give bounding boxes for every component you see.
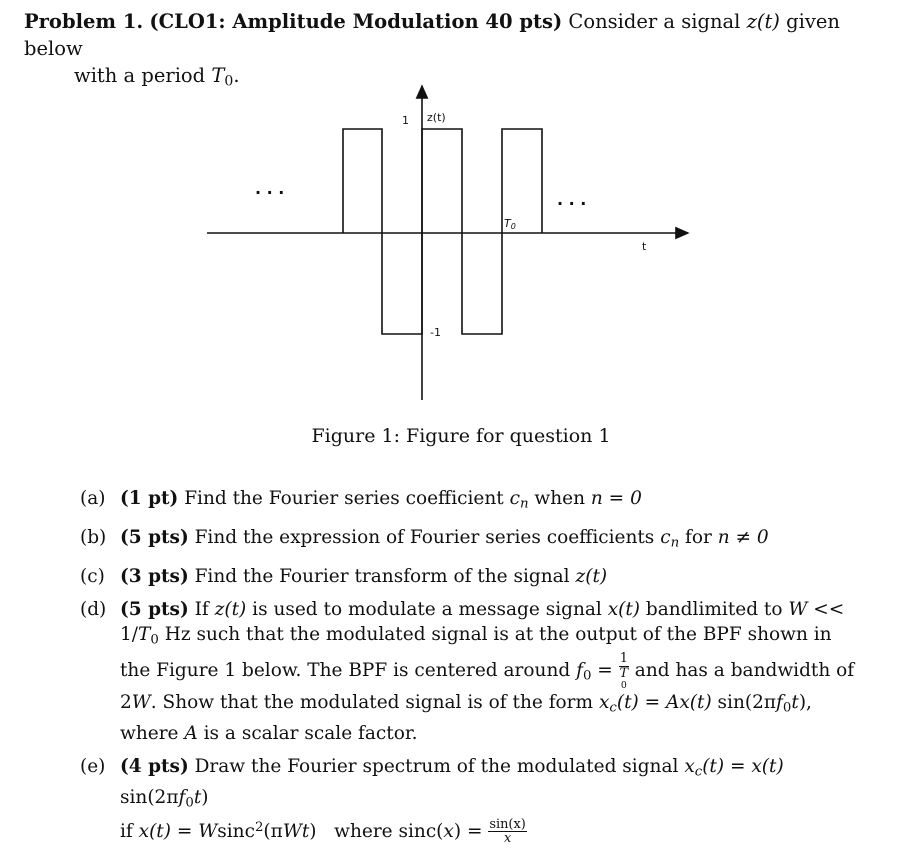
math-c: c (660, 526, 671, 548)
part-label: (d) (80, 599, 107, 621)
math-c: c (509, 488, 520, 509)
part-e (80, 754, 862, 846)
period-label-sub: 0 (510, 222, 516, 231)
math-sub: n (670, 535, 680, 551)
part-label: (b) (80, 526, 107, 548)
header-text-2: given below (24, 10, 840, 60)
problem-topic: (CLO1: Amplitude Modulation 40 pts) (149, 10, 563, 33)
part-text: Find the expression of Fourier series coefficients (188, 526, 661, 548)
period-subscript: 0 (224, 73, 234, 90)
square-wave (343, 129, 542, 334)
txt: bandlimited to (640, 599, 789, 621)
txt: ) = (453, 820, 489, 842)
part-points: (3 pts) (120, 565, 189, 587)
math: f (178, 786, 186, 808)
math: f (776, 692, 783, 714)
math-sup: 2 (254, 819, 264, 835)
math-signal: z(t) (575, 565, 608, 587)
math-sub: 0 (150, 632, 159, 648)
math-sub: 0 (582, 668, 592, 684)
part-label: (a) (80, 488, 106, 509)
tick-low-label: -1 (430, 326, 441, 339)
txt: sinc (217, 820, 255, 842)
math: W (198, 820, 218, 842)
fraction-denominator (619, 667, 629, 690)
signal-figure (0, 0, 922, 420)
part-label: (c) (80, 565, 105, 587)
part-text-2: for (679, 526, 718, 548)
math-sub: 0 (782, 700, 792, 716)
part-text-2: when (528, 488, 591, 509)
part-c (80, 564, 862, 589)
txt: and has a bandwidth of 2 (120, 660, 855, 714)
part-points: (1 pt) (120, 488, 179, 509)
math: x (443, 820, 454, 842)
math: x (684, 756, 695, 778)
math: t (193, 786, 202, 808)
header-text-3: with a period (74, 64, 212, 87)
part-a (80, 486, 862, 516)
y-axis-label: z(t) (427, 111, 446, 124)
part-points: (5 pts) (120, 526, 189, 548)
txt: is a scalar scale factor. (197, 722, 418, 744)
math: x(t) (138, 820, 171, 842)
math: A (184, 722, 198, 744)
txt: ), where (120, 692, 812, 744)
txt: Draw the Fourier spectrum of the modulated signal (188, 756, 685, 778)
math-condition: n = 0 (590, 488, 642, 509)
part-text: Find the Fourier transform of the signal (188, 565, 576, 587)
math: t (791, 692, 799, 714)
header-text: Consider a signal (562, 10, 747, 33)
part-b (80, 525, 862, 555)
math-sub: 0 (620, 679, 627, 691)
math: T (138, 624, 151, 646)
part-text: Find the Fourier series coefficient (178, 488, 510, 509)
math: x (598, 692, 610, 714)
t-axis-label: t (642, 240, 647, 253)
math: W (788, 599, 808, 621)
math: x(t) (751, 756, 784, 778)
txt: . Show that the modulated signal is of the form (150, 692, 599, 714)
signal-symbol: z(t) (746, 10, 780, 33)
txt: If (188, 599, 215, 621)
math: z(t) (214, 599, 247, 621)
math-sub: 0 (185, 794, 194, 810)
tick-high-label: 1 (402, 114, 409, 127)
math: x(t) (607, 599, 641, 621)
math: T (619, 666, 629, 682)
period-symbol: T (211, 64, 225, 87)
problem-label: Problem 1. (24, 10, 144, 33)
dots-right: . . . (557, 190, 587, 209)
math-sub: c (609, 700, 617, 716)
math: f (576, 660, 583, 682)
header-period: . (233, 64, 240, 87)
txt: = (638, 692, 666, 714)
fraction-numerator: 1 (619, 651, 628, 667)
fraction-numerator: sin(x) (489, 816, 526, 832)
math-sub: c (694, 764, 703, 780)
part-d (80, 597, 862, 746)
txt: ) where sinc( (309, 820, 444, 842)
math: Wt (282, 820, 310, 842)
math: W (131, 692, 151, 714)
txt: = (591, 660, 619, 682)
part-points: (4 pts) (120, 756, 189, 778)
figure-caption: Figure 1: Figure for question 1 (311, 425, 611, 447)
txt: sin(2π (120, 786, 179, 808)
txt: ) (201, 786, 209, 808)
math: (t) (616, 692, 639, 714)
question-parts (80, 486, 862, 855)
part-label: (e) (80, 756, 106, 778)
txt: if (120, 820, 139, 842)
txt: << 1/ (120, 599, 845, 646)
part-points: (5 pts) (120, 599, 189, 621)
math: (t) (702, 756, 725, 778)
math: Ax(t) (666, 692, 712, 714)
dots-left: . . . (255, 179, 285, 198)
period-label (504, 217, 516, 231)
txt: = (170, 820, 199, 842)
txt: Hz such that the modulated signal is at the output of the BPF shown in the Figure 1 below. The BPF is centered around (120, 624, 832, 682)
math-sub: n (519, 496, 529, 512)
period-label-t: T (504, 217, 511, 230)
fraction (619, 652, 629, 690)
fraction (488, 818, 527, 846)
fraction-denominator: x (503, 831, 512, 847)
txt: = (724, 756, 752, 778)
txt: (π (263, 820, 283, 842)
txt: is used to modulate a message signal (246, 599, 608, 621)
txt: sin(2π (711, 692, 777, 714)
math-condition: n ≠ 0 (717, 526, 769, 548)
